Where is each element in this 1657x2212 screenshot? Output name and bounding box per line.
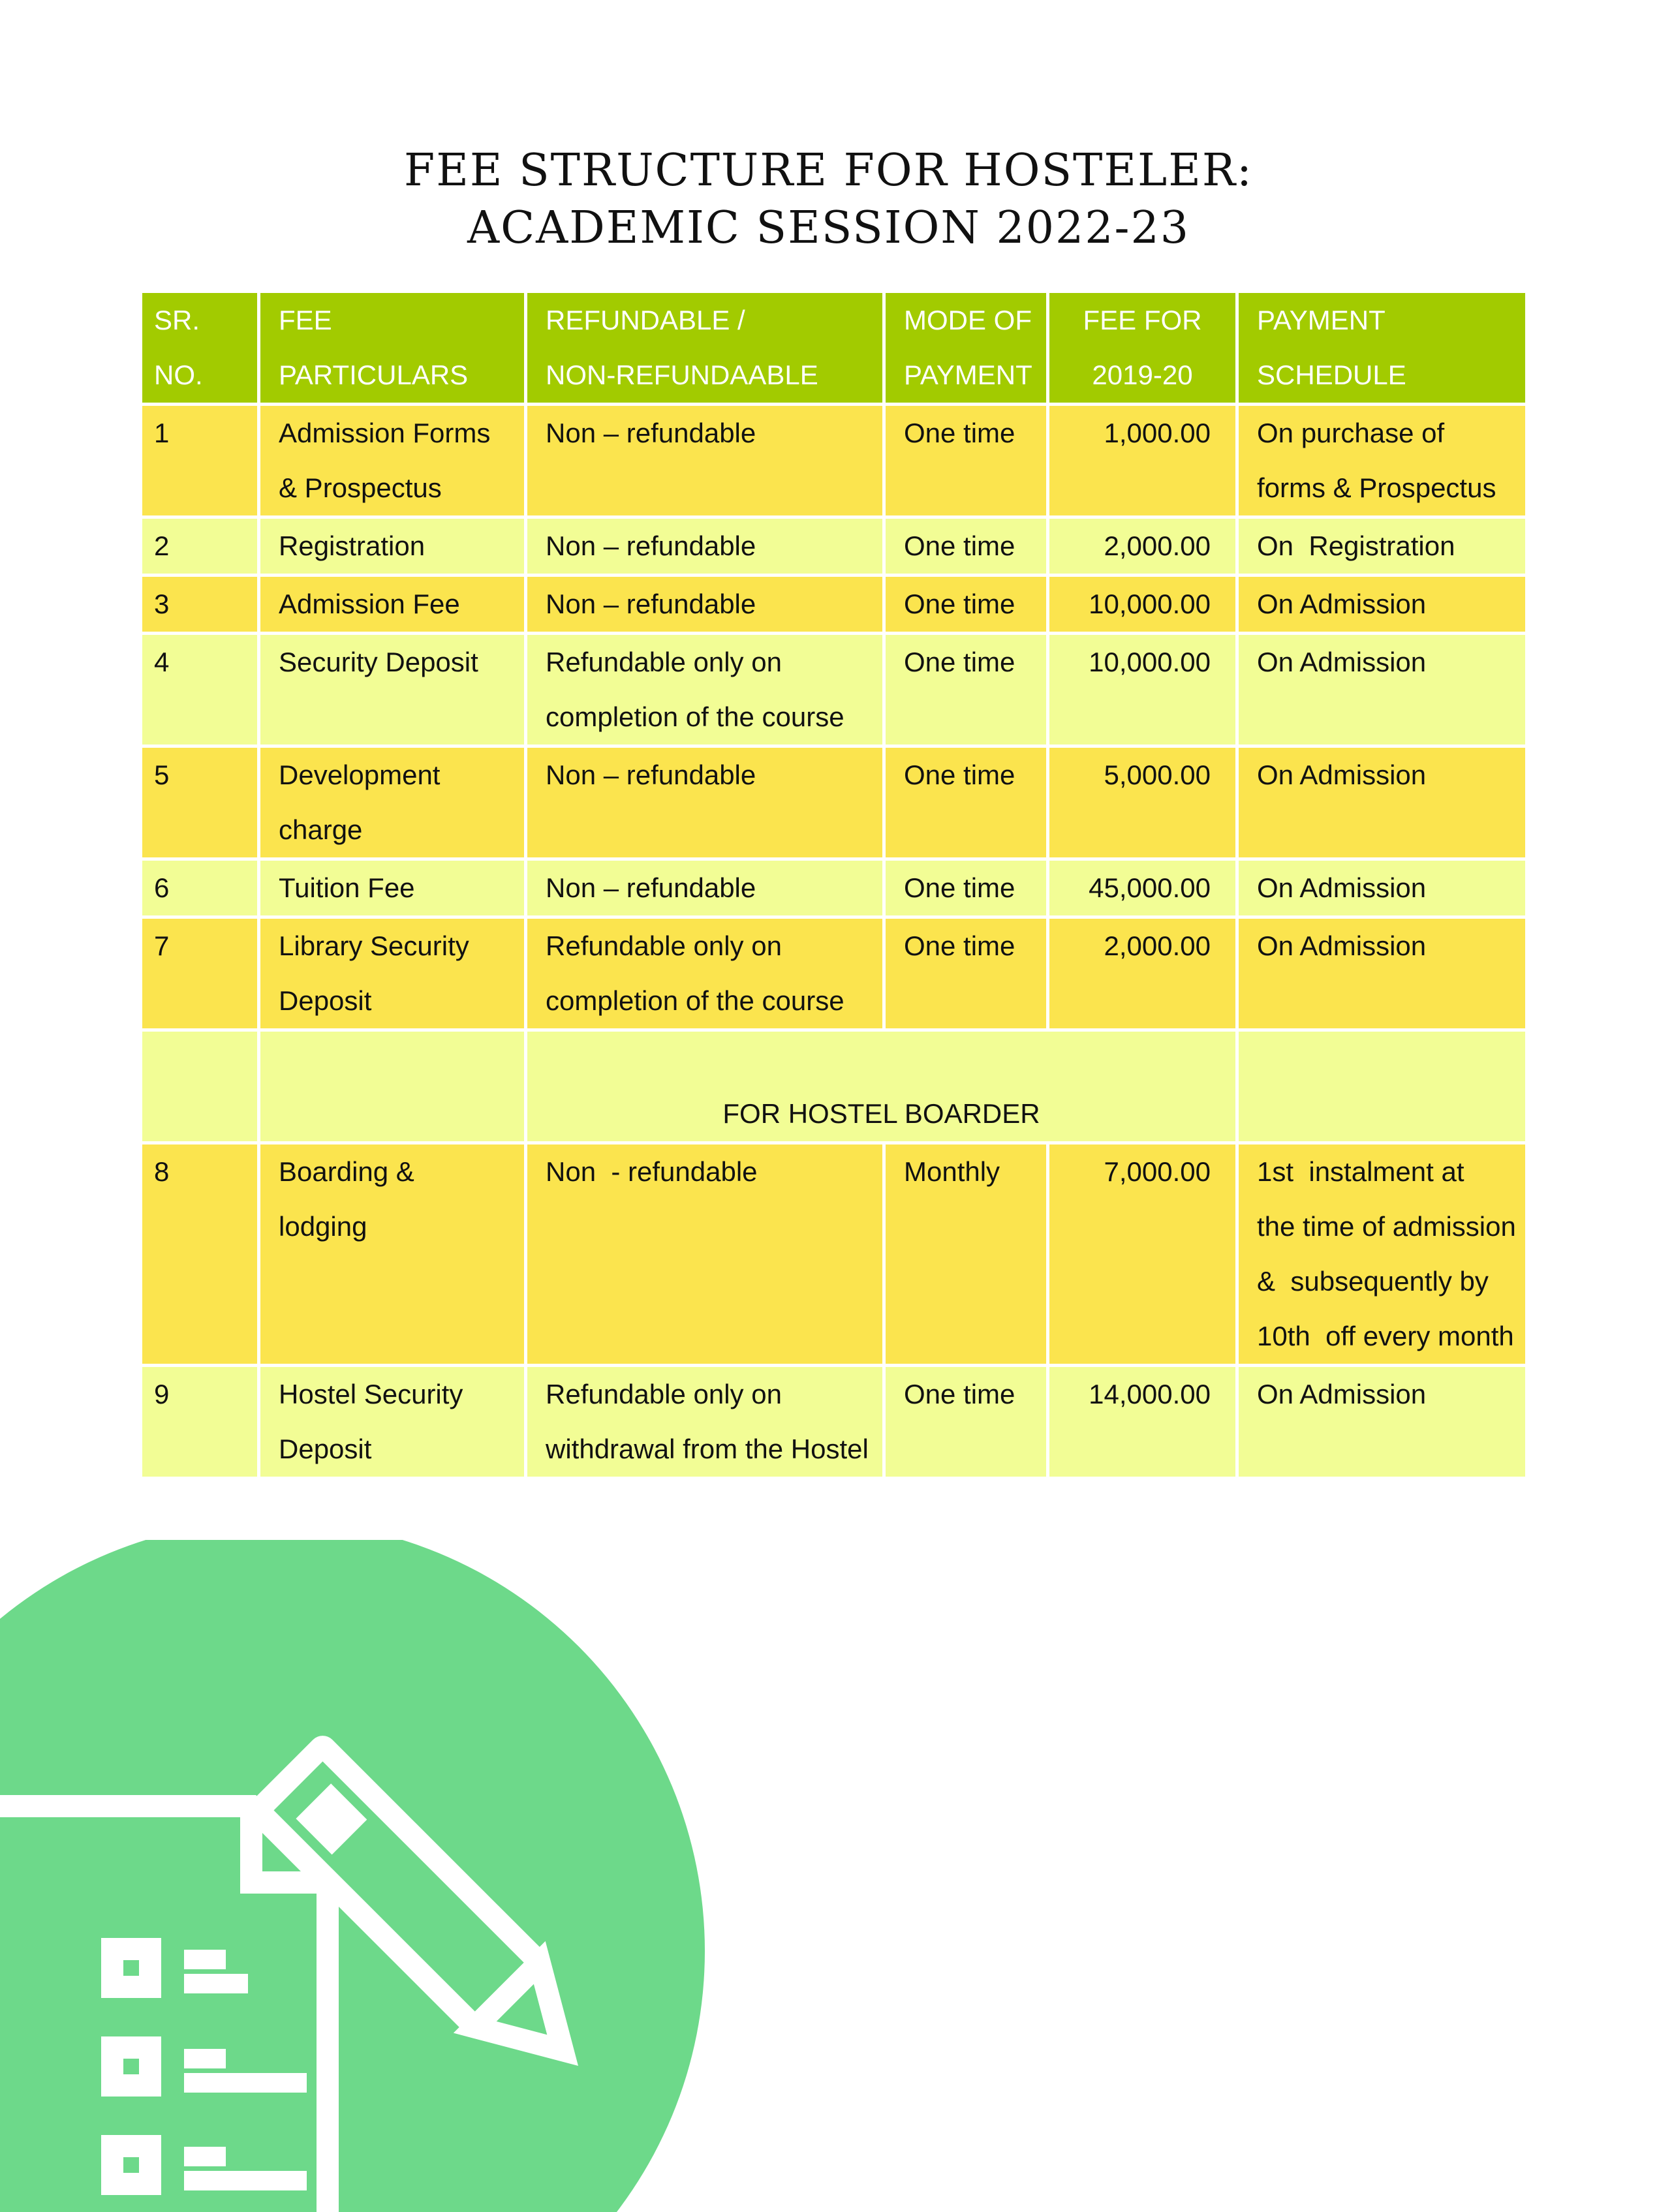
header-sr-no: SR. NO. xyxy=(141,292,259,405)
cell-mode: One time xyxy=(884,634,1048,746)
table-row xyxy=(141,746,1527,859)
table-row xyxy=(141,576,1527,634)
title-line-2: ACADEMIC SESSION 2022-23 xyxy=(467,202,1190,254)
section-row-hostel-boarder xyxy=(141,1030,1527,1143)
cell-schedule: On Admission xyxy=(1237,859,1527,917)
cell-fee: 10,000.00 xyxy=(1048,634,1237,746)
cell-fee: 2,000.00 xyxy=(1048,917,1237,1030)
cell-fee: 14,000.00 xyxy=(1048,1366,1237,1479)
cell-particulars: Admission Fee xyxy=(259,576,526,634)
cell-particulars: Library Security Deposit xyxy=(259,917,526,1030)
section-empty-cell xyxy=(141,1030,259,1143)
cell-sr-no: 9 xyxy=(141,1366,259,1479)
cell-refundable: Non - refundable xyxy=(526,1143,884,1366)
cell-refundable: Refundable only on completion of the course xyxy=(526,917,884,1030)
cell-schedule: On Admission xyxy=(1237,917,1527,1030)
header-fee-for: FEE FOR 2019-20 xyxy=(1048,292,1237,405)
title-line-1: FEE STRUCTURE FOR HOSTELER: xyxy=(404,145,1253,196)
table-row xyxy=(141,517,1527,576)
cell-fee: 10,000.00 xyxy=(1048,576,1237,634)
cell-schedule: On Admission xyxy=(1237,1366,1527,1479)
cell-refundable: Non – refundable xyxy=(526,405,884,517)
header-fee-particulars: FEE PARTICULARS xyxy=(259,292,526,405)
cell-particulars: Hostel Security Deposit xyxy=(259,1366,526,1479)
cell-particulars: Security Deposit xyxy=(259,634,526,746)
cell-particulars: Development charge xyxy=(259,746,526,859)
header-refundable: REFUNDABLE / NON-REFUNDAABLE xyxy=(526,292,884,405)
cell-mode: One time xyxy=(884,517,1048,576)
cell-schedule: On Admission xyxy=(1237,634,1527,746)
cell-sr-no: 7 xyxy=(141,917,259,1030)
section-empty-cell xyxy=(1237,1030,1527,1143)
cell-mode: One time xyxy=(884,746,1048,859)
cell-fee: 7,000.00 xyxy=(1048,1143,1237,1366)
header-mode-of-payment: MODE OF PAYMENT xyxy=(884,292,1048,405)
form-checklist-pencil-icon xyxy=(0,1540,718,2212)
cell-mode: One time xyxy=(884,1366,1048,1479)
cell-refundable: Refundable only on withdrawal from the Hostel xyxy=(526,1366,884,1479)
cell-sr-no: 2 xyxy=(141,517,259,576)
table-row xyxy=(141,405,1527,517)
section-label: FOR HOSTEL BOARDER xyxy=(526,1030,1237,1143)
cell-mode: Monthly xyxy=(884,1143,1048,1366)
table-header-row xyxy=(141,292,1527,405)
cell-fee: 2,000.00 xyxy=(1048,517,1237,576)
cell-particulars: Tuition Fee xyxy=(259,859,526,917)
cell-particulars: Admission Forms & Prospectus xyxy=(259,405,526,517)
page-title xyxy=(0,142,1657,257)
cell-refundable: Non – refundable xyxy=(526,746,884,859)
table-row xyxy=(141,1143,1527,1366)
cell-schedule: On purchase of forms & Prospectus xyxy=(1237,405,1527,517)
table-row xyxy=(141,1366,1527,1479)
cell-mode: One time xyxy=(884,917,1048,1030)
fee-table xyxy=(139,290,1528,1480)
cell-schedule: On Registration xyxy=(1237,517,1527,576)
cell-fee: 5,000.00 xyxy=(1048,746,1237,859)
cell-particulars: Registration xyxy=(259,517,526,576)
table-row xyxy=(141,917,1527,1030)
cell-refundable: Non – refundable xyxy=(526,859,884,917)
cell-schedule: On Admission xyxy=(1237,746,1527,859)
cell-refundable: Non – refundable xyxy=(526,576,884,634)
table-row xyxy=(141,859,1527,917)
cell-schedule: On Admission xyxy=(1237,576,1527,634)
cell-fee: 45,000.00 xyxy=(1048,859,1237,917)
cell-refundable: Non – refundable xyxy=(526,517,884,576)
cell-sr-no: 5 xyxy=(141,746,259,859)
cell-particulars: Boarding & lodging xyxy=(259,1143,526,1366)
cell-mode: One time xyxy=(884,576,1048,634)
cell-refundable: Refundable only on completion of the course xyxy=(526,634,884,746)
cell-sr-no: 8 xyxy=(141,1143,259,1366)
header-payment-schedule: PAYMENT SCHEDULE xyxy=(1237,292,1527,405)
cell-mode: One time xyxy=(884,405,1048,517)
cell-sr-no: 3 xyxy=(141,576,259,634)
table-row xyxy=(141,634,1527,746)
cell-sr-no: 1 xyxy=(141,405,259,517)
cell-mode: One time xyxy=(884,859,1048,917)
cell-sr-no: 6 xyxy=(141,859,259,917)
cell-fee: 1,000.00 xyxy=(1048,405,1237,517)
cell-sr-no: 4 xyxy=(141,634,259,746)
section-empty-cell xyxy=(259,1030,526,1143)
cell-schedule: 1st instalment at the time of admission & subsequently by 10th off every month xyxy=(1237,1143,1527,1366)
